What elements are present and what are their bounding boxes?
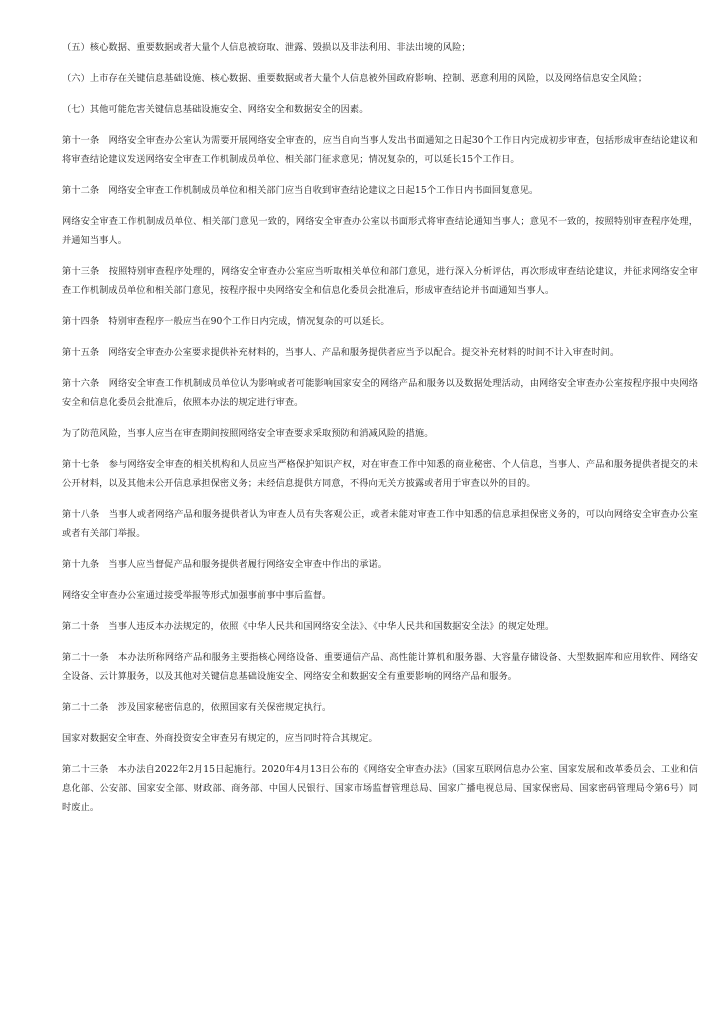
paragraph-article-19-cont: 网络安全审查办公室通过接受举报等形式加强事前事中事后监督。 [62, 590, 332, 601]
paragraph-article-18: 第十八条 当事人或者网络产品和服务提供者认为审查人员有失客观公正，或者未能对审查工作中知悉的信息承担保密义务的，可以向网络安全审查办公室或者有关部门举报。 [62, 509, 698, 539]
paragraph-article-20: 第二十条 当事人违反本办法规定的，依照《中华人民共和国网络安全法》、《中华人民共和国数据安全法》的规定处理。 [62, 621, 555, 632]
paragraph-item-6: （六）上市存在关键信息基础设施、核心数据、重要数据或者大量个人信息被外国政府影响、控制、恶意利用的风险，以及网络信息安全风险； [62, 73, 648, 84]
paragraph-article-15: 第十五条 网络安全审查办公室要求提供补充材料的，当事人、产品和服务提供者应当予以配合。提交补充材料的时间不计入审查时间。 [62, 347, 620, 358]
paragraph-article-21: 第二十一条 本办法所称网络产品和服务主要指核心网络设备、重要通信产品、高性能计算机和服务器、大容量存储设备、大型数据库和应用软件、网络安全设备、云计算服务，以及其他对关键信息基础设施安全、网络安全和数据安全有重要影响的网络产品和服务。 [62, 652, 698, 682]
paragraph-article-16: 第十六条 网络安全审查工作机制成员单位认为影响或者可能影响国家安全的网络产品和服务以及数据处理活动，由网络安全审查办公室按程序报中央网络安全和信息化委员会批准后，依照本办法的规定进行审查。 [62, 378, 698, 408]
paragraph-article-17: 第十七条 参与网络安全审查的相关机构和人员应当严格保护知识产权，对在审查工作中知悉的商业秘密、个人信息，当事人、产品和服务提供者提交的未公开材料，以及其他未公开信息承担保密义务；未经信息提供方同意，不得向无关方披露或者用于审查以外的目的。 [62, 459, 698, 489]
paragraph-article-12: 第十二条 网络安全审查工作机制成员单位和相关部门应当自收到审查结论建议之日起15个工作日内书面回复意见。 [62, 185, 539, 196]
paragraph-article-13: 第十三条 按照特别审查程序处理的，网络安全审查办公室应当听取相关单位和部门意见，进行深入分析评估，再次形成审查结论建议，并征求网络安全审查工作机制成员单位和相关部门意见，按程序报中央网络安全和信息化委员会批准后，形成审查结论并书面通知当事人。 [62, 266, 698, 296]
paragraph-article-14: 第十四条 特别审查程序一般应当在90个工作日内完成，情况复杂的可以延长。 [62, 316, 390, 327]
document-page [62, 38, 698, 829]
paragraph-article-22-cont: 国家对数据安全审查、外商投资安全审查另有规定的，应当同时符合其规定。 [62, 733, 378, 744]
paragraph-article-23: 第二十三条 本办法自2022年2月15日起施行。2020年4月13日公布的《网络安全审查办法》（国家互联网信息办公室、国家发展和改革委员会、工业和信息化部、公安部、国家安全部、财政部、商务部、中国人民银行、国家市场监督管理总局、国家广播电视总局、国家保密局、国家密码管理局令第6号）同时废止。 [62, 764, 698, 813]
paragraph-article-11: 第十一条 网络安全审查办公室认为需要开展网络安全审查的，应当自向当事人发出书面通知之日起30个工作日内完成初步审查，包括形成审查结论建议和将审查结论建议发送网络安全审查工作机制成员单位、相关部门征求意见；情况复杂的，可以延长15个工作日。 [62, 135, 698, 165]
paragraph-article-19: 第十九条 当事人应当督促产品和服务提供者履行网络安全审查中作出的承诺。 [62, 559, 388, 570]
paragraph-article-12-cont: 网络安全审查工作机制成员单位、相关部门意见一致的，网络安全审查办公室以书面形式将审查结论通知当事人；意见不一致的，按照特别审查程序处理，并通知当事人。 [62, 216, 698, 246]
paragraph-article-16-cont: 为了防范风险，当事人应当在审查期间按照网络安全审查要求采取预防和消减风险的措施。 [62, 428, 434, 439]
paragraph-item-5: （五）核心数据、重要数据或者大量个人信息被窃取、泄露、毁损以及非法利用、非法出境的风险； [62, 42, 471, 53]
paragraph-article-22: 第二十二条 涉及国家秘密信息的，依照国家有关保密规定执行。 [62, 702, 332, 713]
paragraph-item-7: （七）其他可能危害关键信息基础设施安全、网络安全和数据安全的因素。 [62, 104, 369, 115]
